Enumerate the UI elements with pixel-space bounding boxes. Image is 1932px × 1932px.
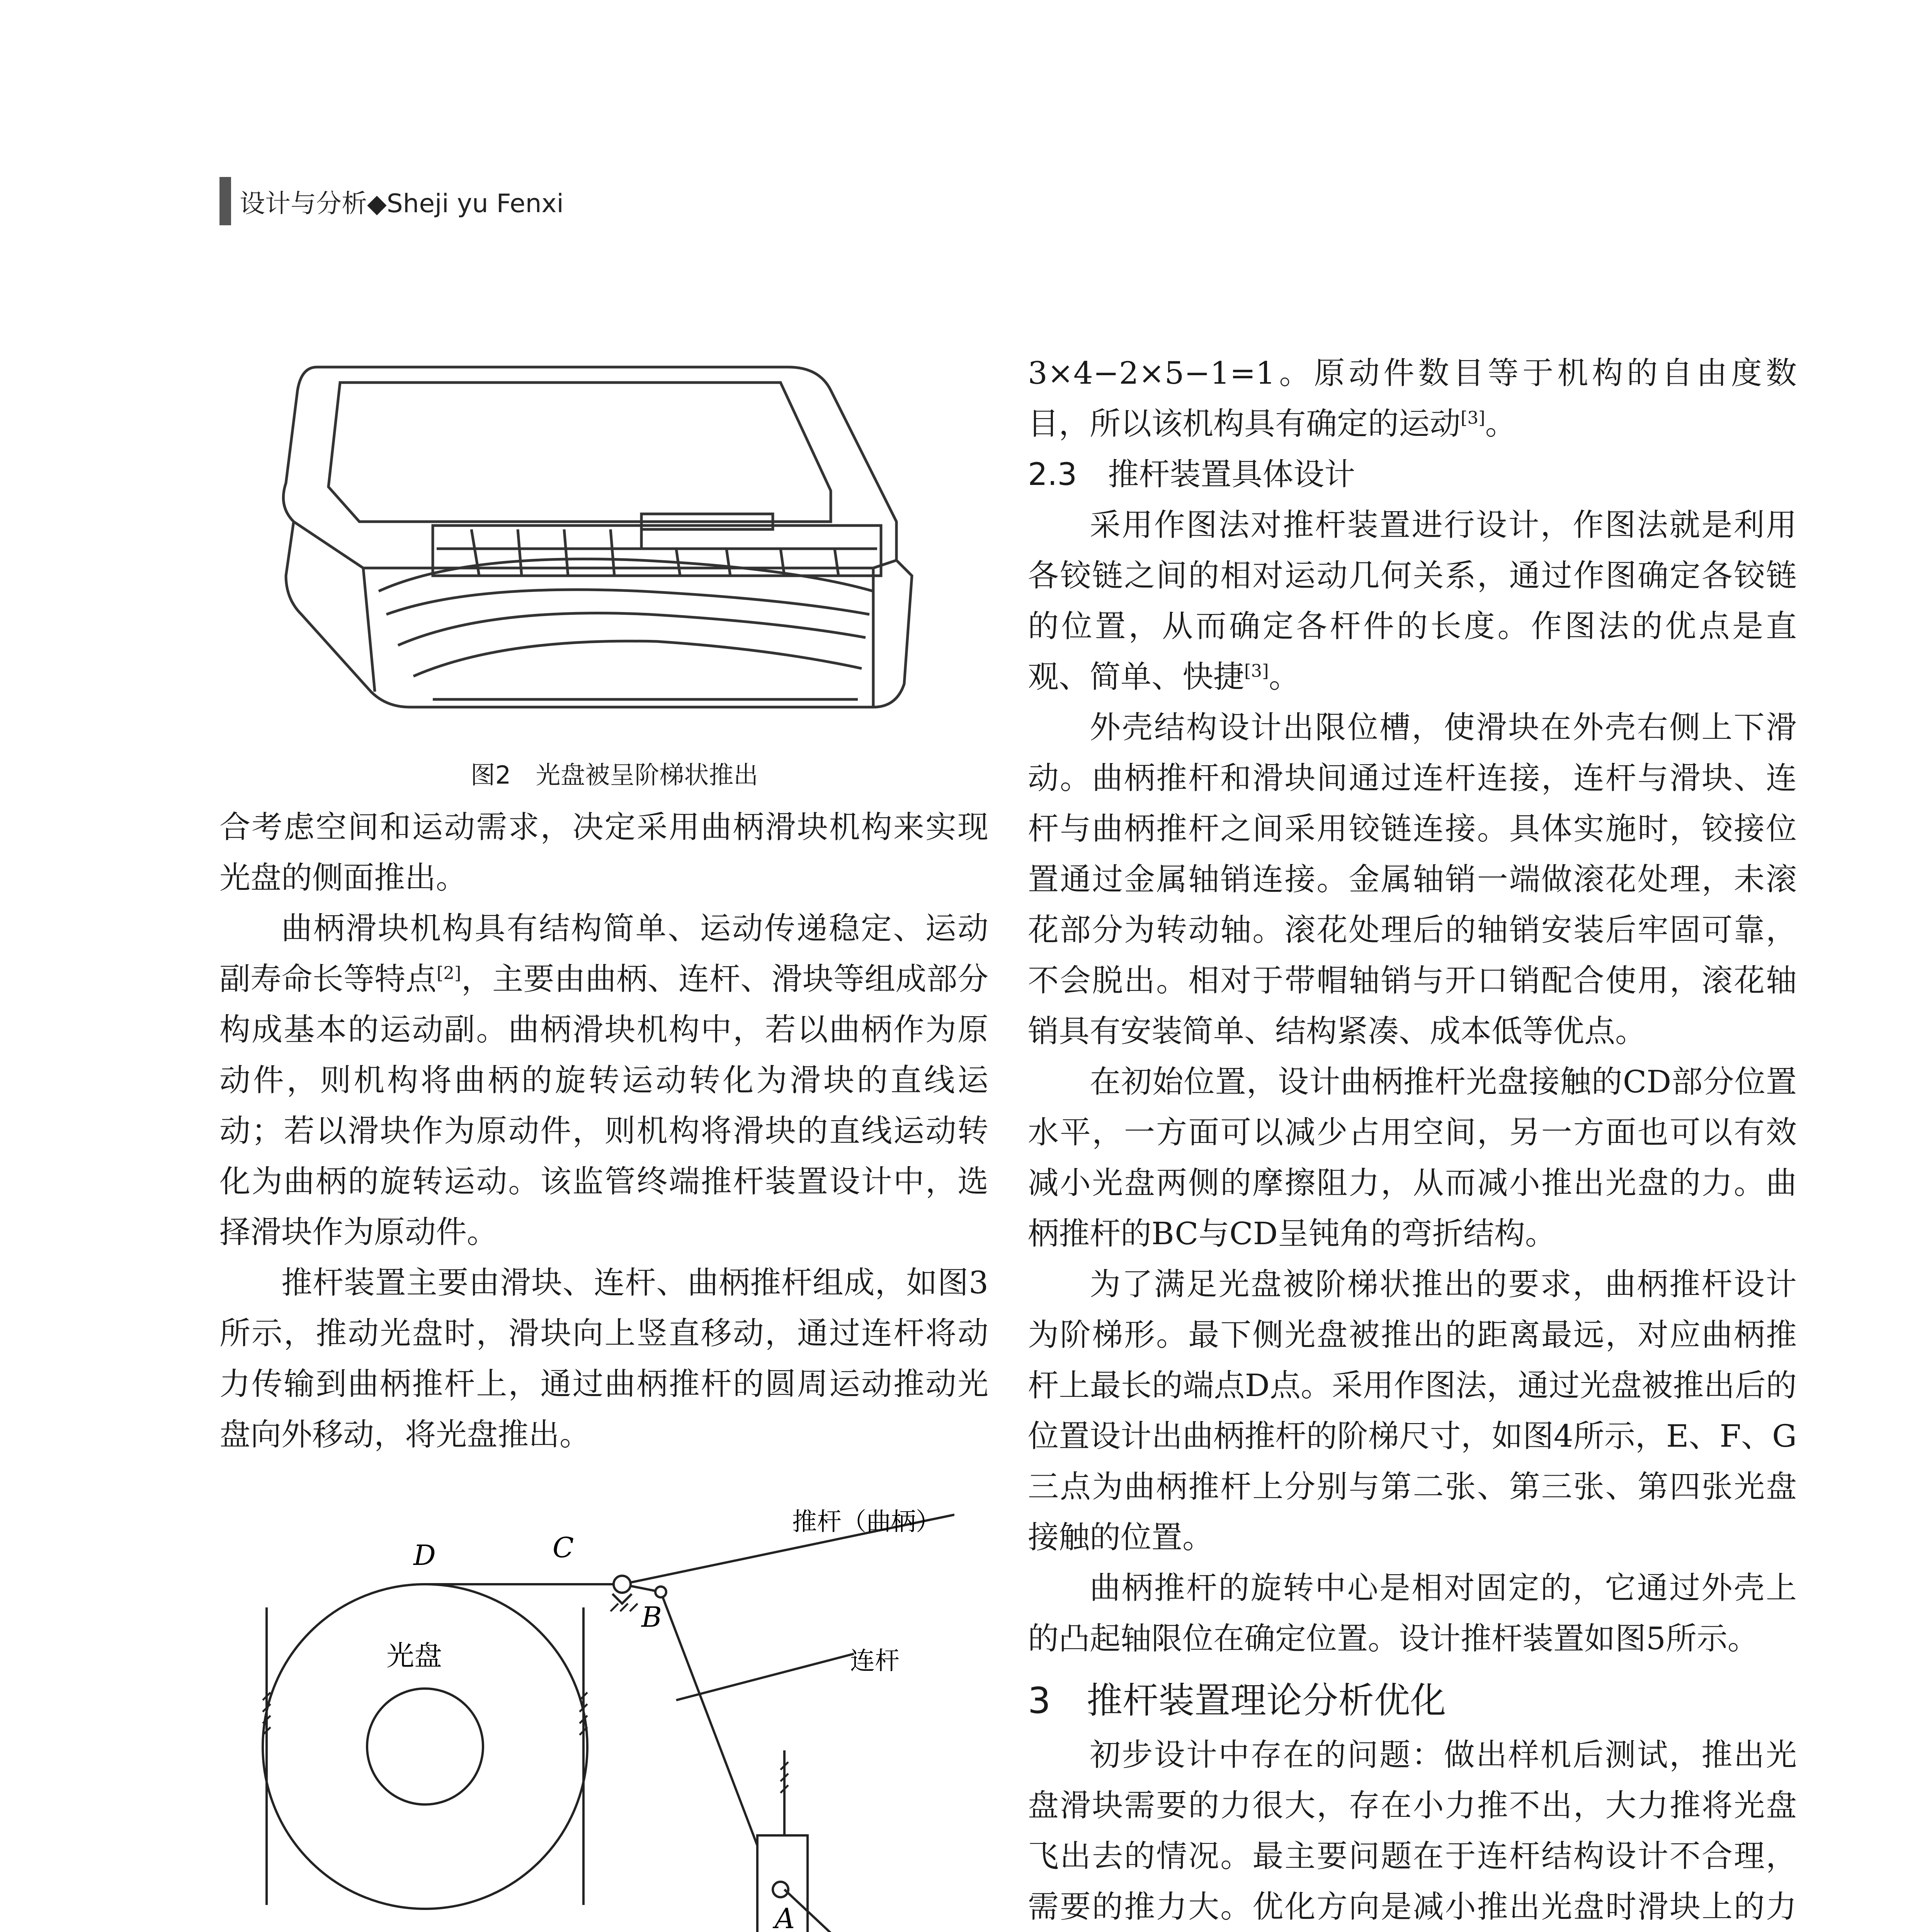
right-paragraph-4: 为了满足光盘被阶梯状推出的要求，曲柄推杆设计为阶梯形。最下侧光盘被推出的距离最远，对应曲柄推杆上最长的端点D点。采用作图法，通过光盘被推出后的位置设计出曲柄推杆的阶梯尺寸，如图4所示，E、F、G三点为曲柄推杆上分别与第二张、第三张、第四张光盘接触的位置。: [1028, 1266, 1797, 1555]
disc-hole: [367, 1689, 483, 1804]
right-paragraph-0-text: 3×4−2×5−1=1。原动件数目等于机构的自由度数目，所以该机构具有确定的运动: [1028, 355, 1797, 442]
disc-outer: [263, 1584, 587, 1909]
left-column: [219, 802, 988, 1460]
right-paragraph-1-text-b: 。: [1269, 659, 1300, 695]
right-paragraph-3: 在初始位置，设计曲柄推杆光盘接触的CD部分位置水平，一方面可以减少占用空间，另一方面也可以有效减小光盘两侧的摩擦阻力，从而减小推出光盘的力。曲柄推杆的BC与CD呈钝角的弯折结构。: [1028, 1064, 1797, 1252]
citation-ref[interactable]: [3]: [1461, 407, 1485, 428]
right-paragraph-1: [1028, 500, 1797, 702]
header-bar: [219, 177, 231, 225]
label-C: C: [553, 1531, 574, 1564]
left-paragraph-2-text-b: ，主要由曲柄、连杆、滑块等组成部分构成基本的运动副。曲柄滑块机构中，若以曲柄作为原动件，则机构将曲柄的旋转运动转化为滑块的直线运动；若以滑块作为原动件，则机构将滑块的直线运动转化为曲柄的旋转运动。该监管终端推杆装置设计中，选择滑块作为原动件。: [219, 961, 989, 1250]
right-paragraph-5: 曲柄推杆的旋转中心是相对固定的，它通过外壳上的凸起轴限位在确定位置。设计推杆装置如图5所示。: [1028, 1570, 1797, 1656]
right-paragraph-0-text-b: 。: [1485, 406, 1516, 442]
figure-3-mechanism: [251, 1499, 954, 1932]
label-A: A: [775, 1902, 795, 1932]
left-paragraph-2-text: 曲柄滑块机构具有结构简单、运动传递稳定、运动副寿命长等特点: [219, 910, 988, 997]
running-header: [219, 176, 564, 226]
label-rod: 连杆: [850, 1647, 900, 1675]
right-paragraph-6: [1028, 1730, 1797, 1932]
citation-ref[interactable]: [3]: [1244, 660, 1269, 681]
label-disc: 光盘: [386, 1639, 442, 1672]
right-paragraph-6-text: 初步设计中存在的问题：做出样机后测试，推出光盘滑块需要的力很大，存在小力推不出，大力推将光盘飞出去的情况。最主要问题在于连杆结构设计不合理，需要的推力大。优化方向是减小推出光盘时滑块上的力: [1028, 1737, 1797, 1925]
left-paragraph-1: 合考虑空间和运动需求，决定采用曲柄滑块机构来实现光盘的侧面推出。: [219, 809, 988, 896]
header-text: 设计与分析◆Sheji yu Fenxi: [240, 188, 564, 218]
section-2-3-heading: 2.3 推杆装置具体设计: [1028, 456, 1355, 492]
right-column: [1028, 348, 1797, 1932]
left-paragraph-3: 推杆装置主要由滑块、连杆、曲柄推杆组成，如图3所示，推动光盘时，滑块向上竖直移动，通过连杆将动力传输到曲柄推杆上，通过曲柄推杆的圆周运动推动光盘向外移动，将光盘推出。: [219, 1265, 988, 1452]
section-3-heading: 3 推杆装置理论分析优化: [1028, 1680, 1446, 1721]
figure-2-caption: 图2 光盘被呈阶梯状推出: [470, 761, 759, 790]
right-paragraph-2: 外壳结构设计出限位槽，使滑块在外壳右侧上下滑动。曲柄推杆和滑块间通过连杆连接，连杆与滑块、连杆与曲柄推杆之间采用铰链连接。具体实施时，铰接位置通过金属轴销连接。金属轴销一端做滚花处理，未滚花部分为转动轴。滚花处理后的轴销安装后牢固可靠，不会脱出。相对于带帽轴销与开口销配合使用，滚花轴销具有安装简单、结构紧凑、成本低等优点。: [1028, 709, 1797, 1049]
label-D: D: [413, 1539, 436, 1571]
label-B: B: [641, 1601, 662, 1633]
figure-2-illustration: [270, 359, 958, 723]
right-paragraph-1-text: 采用作图法对推杆装置进行设计，作图法就是利用各铰链之间的相对运动几何关系，通过作图确定各铰链的位置，从而确定各杆件的长度。作图法的优点是直观、简单、快捷: [1028, 507, 1797, 695]
label-pusher: 推杆（曲柄）: [792, 1508, 940, 1536]
left-paragraph-2: [219, 903, 988, 1257]
citation-ref[interactable]: [2]: [436, 963, 461, 983]
right-paragraph-0: [1028, 348, 1797, 449]
